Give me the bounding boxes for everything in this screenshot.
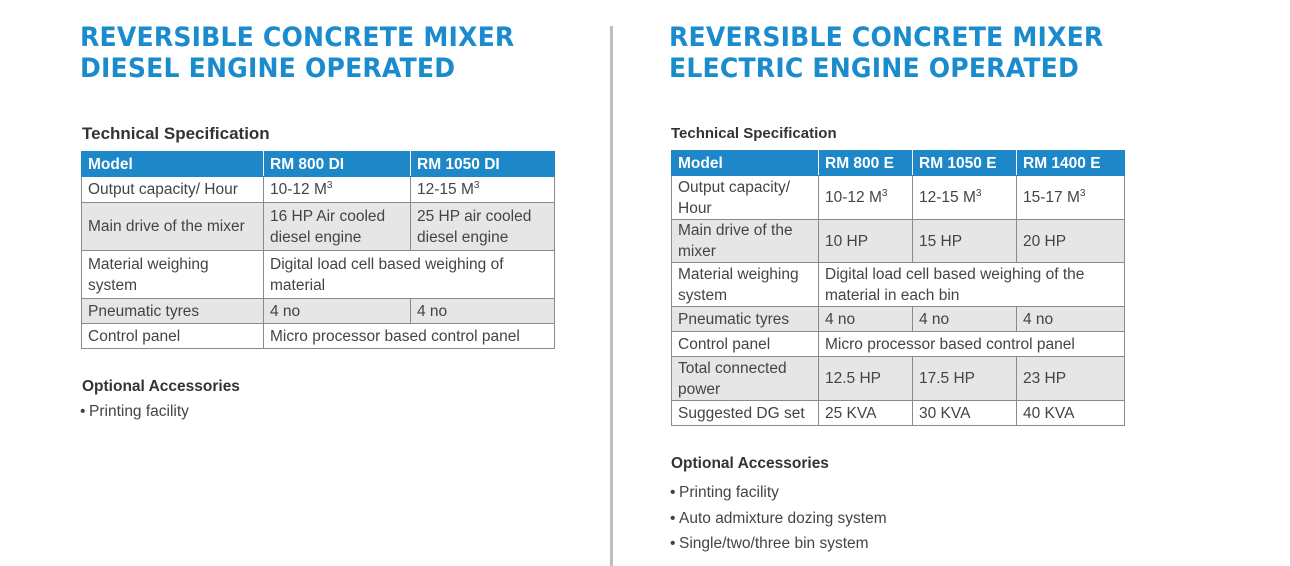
table-cell: 4 no [1017,307,1125,332]
row-label: Output capacity/ Hour [672,176,819,220]
row-label: Material weighing system [672,263,819,307]
table-cell: 12.5 HP [819,357,913,401]
diesel-title-line1: REVERSIBLE CONCRETE MIXER [80,22,515,53]
table-cell: 10-12 $M^3$ [264,177,411,203]
table-cell: 40 KVA [1017,401,1125,426]
header-cell: Model [672,151,819,176]
list-item: • Auto admixture dozing system [670,509,887,527]
row-label: Pneumatic tyres [82,299,264,324]
table-cell: 10-12 $M^3$ [819,176,913,220]
list-item: • Printing facility [80,403,189,420]
electric-title-line1: REVERSIBLE CONCRETE MIXER [669,22,1104,53]
table-cell: 10 HP [819,220,913,263]
header-cell: RM 800 E [819,151,913,176]
table-row [672,176,1125,220]
table-cell: 17.5 HP [913,357,1017,401]
table-cell: 20 HP [1017,220,1125,263]
table-row [82,203,555,251]
table-cell: 15-17 $M^3$ [1017,176,1125,220]
row-label: Total connected power [672,357,819,401]
table-cell: 25 KVA [819,401,913,426]
table-row [672,220,1125,263]
table-cell: Digital load cell based weighing of material [264,251,555,299]
diesel-optional-list [80,403,189,421]
table-row [672,307,1125,332]
table-cell: 4 no [411,299,555,324]
table-row [672,263,1125,307]
table-cell: 4 no [819,307,913,332]
electric-spec-table [671,150,1125,426]
diesel-spec-heading: Technical Specification [82,124,270,143]
table-cell: 30 KVA [913,401,1017,426]
table-cell: 23 HP [1017,357,1125,401]
diesel-title-line2: DIESEL ENGINE OPERATED [80,53,456,84]
table-cell: Digital load cell based weighing of the material in each bin [819,263,1125,307]
row-label: Main drive of the mixer [82,203,264,251]
electric-header-row [672,151,1125,176]
header-cell: RM 1050 E [913,151,1017,176]
diesel-spec-table [81,151,555,349]
row-label: Control panel [672,332,819,357]
header-cell: RM 800 DI [264,152,411,177]
table-cell: 12-15 $M^3$ [411,177,555,203]
table-row [672,357,1125,401]
list-item: • Single/two/three bin system [670,535,869,552]
table-cell: 12-15 $M^3$ [913,176,1017,220]
diesel-title [80,22,514,84]
table-row [82,324,555,349]
table-row [672,401,1125,426]
header-cell: RM 1400 E [1017,151,1125,176]
row-label: Output capacity/ Hour [82,177,264,203]
electric-title [669,22,1103,84]
table-cell: 4 no [264,299,411,324]
table-cell: 25 HP air cooled diesel engine [411,203,555,251]
table-row [82,177,555,203]
table-cell: 4 no [913,307,1017,332]
table-cell: 16 HP Air cooled diesel engine [264,203,411,251]
header-cell: RM 1050 DI [411,152,555,177]
diesel-optional-heading: Optional Accessories [82,378,240,395]
row-label: Pneumatic tyres [672,307,819,332]
list-item: • Printing facility [670,484,779,501]
row-label: Main drive of the mixer [672,220,819,263]
table-cell: Micro processor based control panel [819,332,1125,357]
electric-title-line2: ELECTRIC ENGINE OPERATED [669,53,1080,84]
table-row [82,251,555,299]
header-cell: Model [82,152,264,177]
row-label: Material weighing system [82,251,264,299]
diesel-header-row [82,152,555,177]
table-row [672,332,1125,357]
row-label: Suggested DG set [672,401,819,426]
electric-optional-heading: Optional Accessories [671,455,829,472]
row-label: Control panel [82,324,264,349]
electric-spec-heading: Technical Specification [671,125,837,142]
table-row [82,299,555,324]
electric-optional-list [670,480,887,557]
table-cell: 15 HP [913,220,1017,263]
table-cell: Micro processor based control panel [264,324,555,349]
column-divider [610,26,613,566]
